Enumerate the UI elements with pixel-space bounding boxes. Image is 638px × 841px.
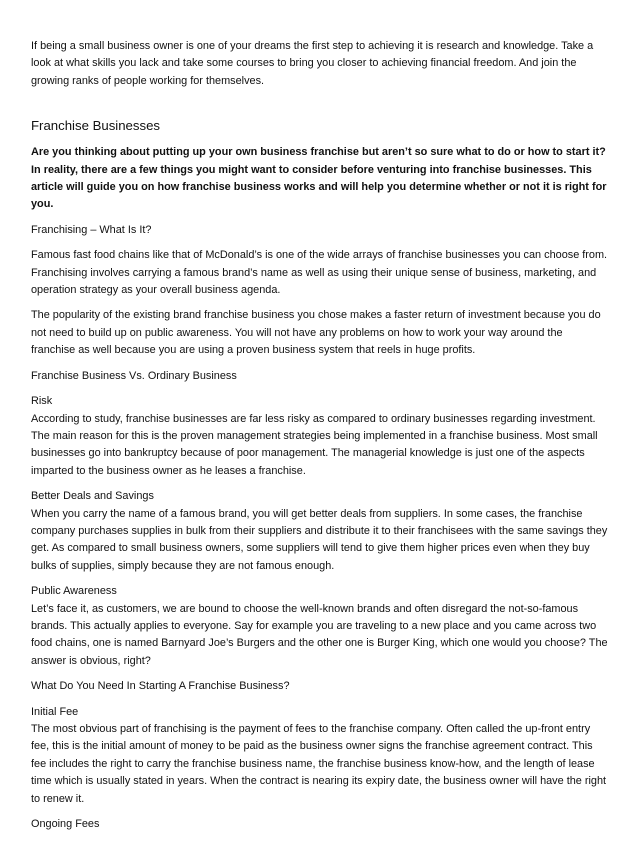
risk-title: Risk (31, 395, 53, 408)
intro-paragraph: If being a small business owner is one of your dreams the first step to achieving it is research and knowledge. Take a look at what skills you lack and take some courses to bring you closer to achieving financial freedom. And join the growing ranks of people working for themselves. (31, 40, 594, 87)
risk-text: According to study, franchise businesses are far less risky as compared to ordinary businesses regarding investment. The main reason for this is the proven management strategies being implemented in a franchise business. Most small businesses go into bankruptcy because of poor management. The managerial knowledge is just one of the aspects imparted to the business owner as he leases a franchise. (31, 412, 598, 477)
section-heading: Franchise Businesses (31, 118, 161, 134)
franchising-paragraph-2: The popularity of the existing brand franchise business you chose makes a faster return of investment because you do not need to build up on public awareness. You will not have any problems on how to work your way around the franchise as well because you are using a proven business system that reels in huge profits. (31, 309, 601, 357)
subheading-comparison: Franchise Business Vs. Ordinary Business (31, 369, 237, 382)
deals-block (31, 488, 609, 575)
document-page (31, 38, 609, 841)
deals-title: Better Deals and Savings (31, 490, 154, 503)
franchising-paragraph-1: Famous fast food chains like that of McDonald’s is one of the wide arrays of franchise businesses you can choose from. Franchising involves carrying a famous brand’s name as well as using their unique sense of business, marketing, and operation strategy as your overall business agenda. (31, 249, 608, 297)
fee-block (31, 704, 609, 808)
awareness-title: Public Awareness (31, 585, 117, 598)
lead-paragraph: Are you thinking about putting up your own business franchise but aren’t so sure what to do or how to start it? In reality, there are a few things you might want to consider before venturing into franchise businesses. This article will guide you on how franchise business works and will help you determine whether or not it is right for you. (31, 146, 607, 211)
deals-text: When you carry the name of a famous brand, you will get better deals from suppliers. In some cases, the franchise company purchases supplies in bulk from their suppliers and distribute it to their franchisees with the same savings they get. As compared to small business owners, some suppliers will tend to give them higher prices even when they buy bulks of supplies, simply because they are not famous enough. (31, 507, 608, 572)
risk-block (31, 393, 609, 480)
fee-title: Initial Fee (31, 705, 79, 718)
fee-text: The most obvious part of franchising is the payment of fees to the franchise company. Often called the up-front entry fee, this is the initial amount of money to be paid as the business owner signs the franchise agreement contract. This fee includes the right to carry the franchise business name, the franchise business know-how, and the length of lease time which is usually stated in years. When the contract is nearing its expiry date, the business owner will have the right to renew it. (31, 723, 607, 805)
awareness-text: Let’s face it, as customers, we are bound to choose the well-known brands and often disregard the not-so-famous brands. This actually applies to everyone. Say for example you are traveling to a new place and you came across two food chains, one is named Barnyard Joe’s Burgers and the other one is Burger King, which one would you choose? The answer is obvious, right? (31, 602, 608, 667)
subheading-requirements: What Do You Need In Starting A Franchise Business? (31, 680, 290, 693)
subheading-franchising: Franchising – What Is It? (31, 223, 152, 236)
ongoing-fees-title: Ongoing Fees (31, 818, 100, 831)
awareness-block (31, 583, 609, 670)
